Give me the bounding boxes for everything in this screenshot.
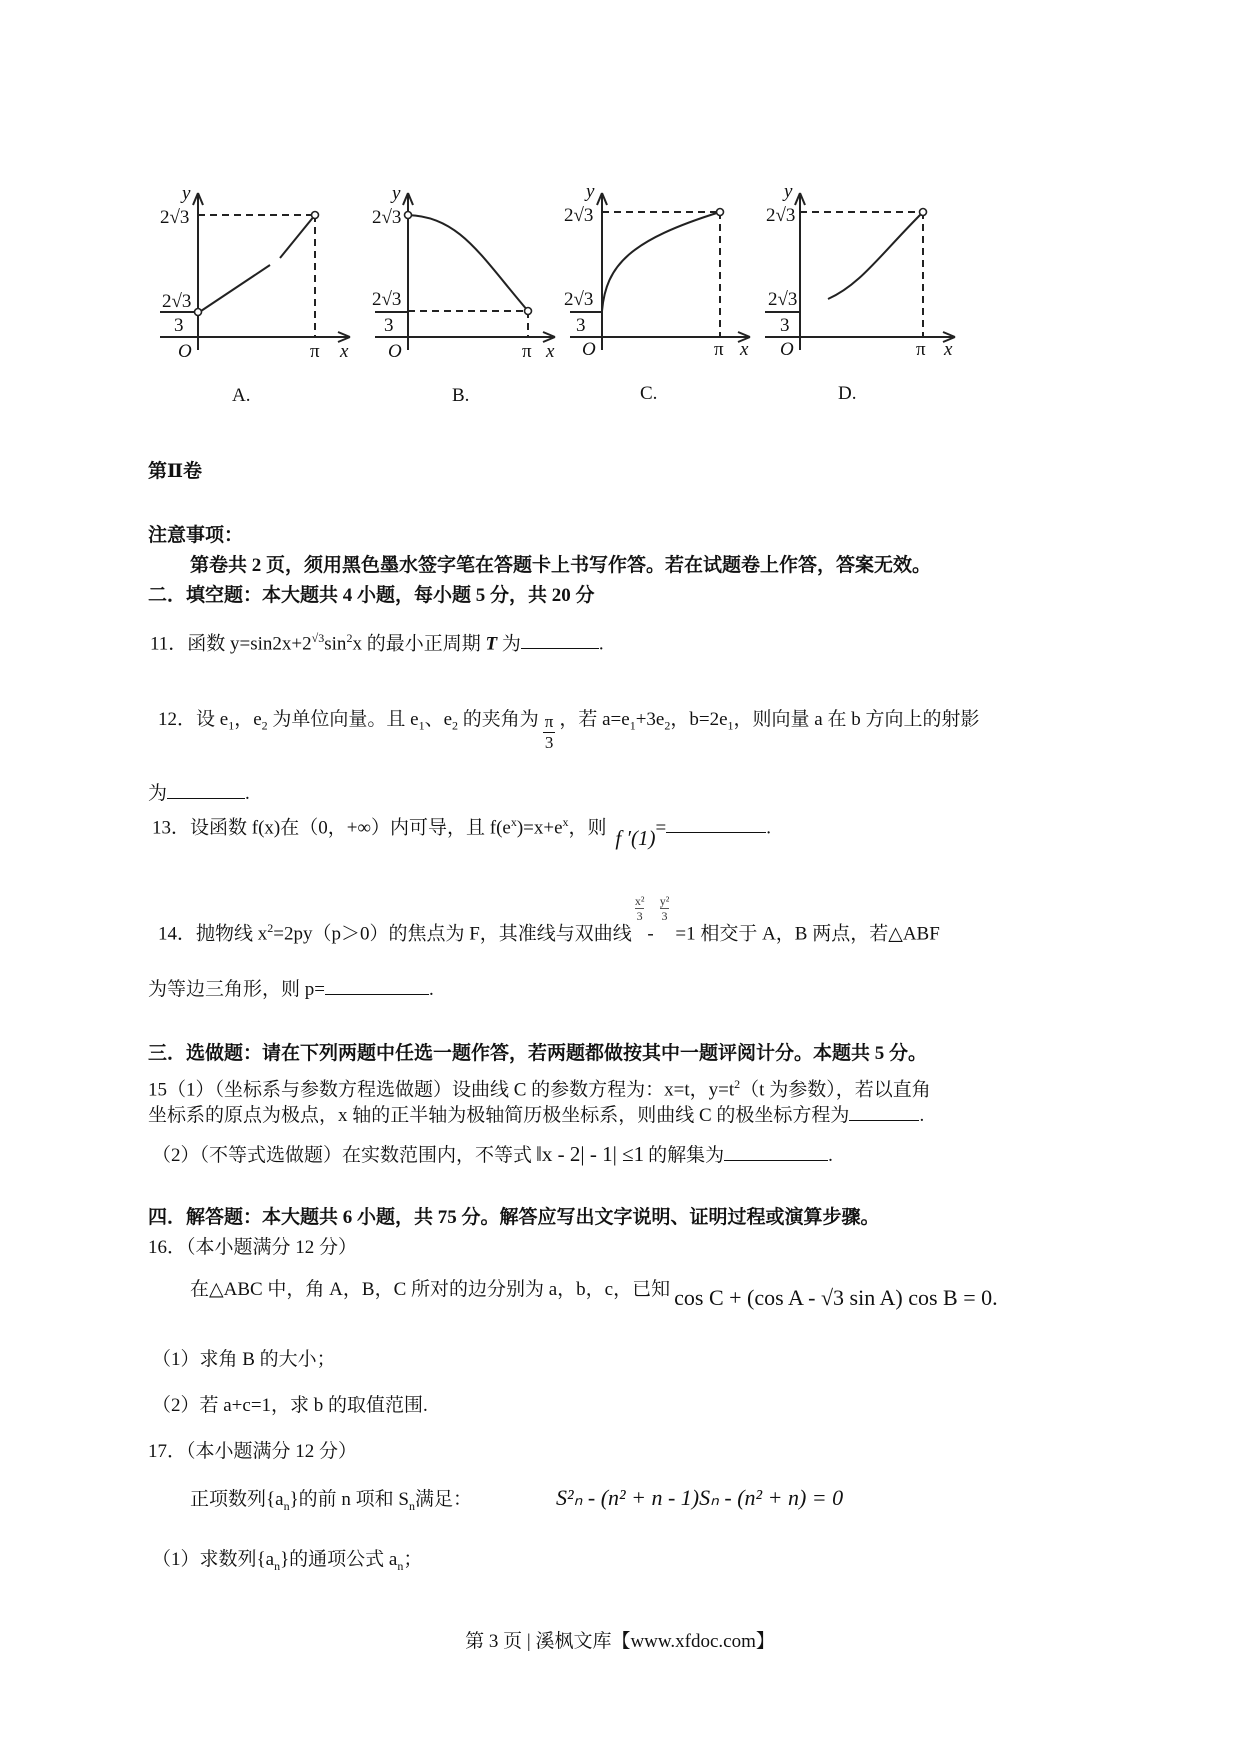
q12-s4: 2 [452,718,458,733]
question-11 [150,626,604,656]
graph-a-low-den: 3 [174,315,184,336]
q17-p1sub: n [274,1558,281,1573]
q12-t8: ，则向量 a 在 b 方向上的射影 [733,708,980,730]
q11-root: √3 [311,631,325,645]
q15-l3b: 的解集为 [648,1145,725,1166]
q14-t0: 14．抛物线 x [158,923,268,945]
graph-b-low-den: 3 [384,315,394,336]
answer-option-graphs [160,185,1090,455]
q17-p1b: }的通项公式 a [280,1549,398,1570]
q12-frac-num: π [544,712,554,731]
q12-line2: 为 [148,783,168,804]
q14-t1: =2py（p＞0）的焦点为 F，其准线与双曲线 [273,923,632,945]
graph-d-origin: O [780,339,794,360]
q11-text: 11．函数 y=sin2x+2 [150,633,312,655]
question-12 [158,700,980,752]
graph-c-low-den: 3 [576,315,586,336]
q12-s2: 2 [261,718,268,733]
q11-answer-blank[interactable] [521,630,599,649]
graph-c-top-label: 2√3 [564,205,594,226]
q14-sup: 2 [267,921,274,935]
q17-formula: S²ₙ - (n² + n - 1)Sₙ - (n² + n) = 0 [556,1485,844,1510]
q13-sup2: x [562,815,569,829]
graphs-svg [160,185,1090,455]
option-c-label: C. [640,383,658,404]
q15-sup: 2 [734,1077,741,1091]
graph-d-top-label: 2√3 [766,205,796,226]
question-16-stem [190,1276,998,1310]
q12-t4: 的夹角为 [458,708,539,730]
q15-inequality: ‖x - 2| - 1| ≤1 [536,1142,645,1166]
q12-t3: 、e [424,708,452,730]
graph-b-y-label: y [392,185,401,204]
graph-a-pi: π [310,341,320,362]
q14-fy-num: y² [659,894,670,909]
q17-stem3: 满足： [415,1489,473,1510]
graph-a-top-label: 2√3 [160,207,190,228]
q13-derivative: f ′(1) [615,826,656,851]
q12-fraction [543,712,556,753]
q11-post: x 的最小正周期 [352,633,486,655]
graph-a-y-label: y [182,185,191,204]
q15-end: . [919,1105,925,1126]
graph-c-low-num: 2√3 [564,289,594,310]
q12-t1: ，e [234,708,262,730]
q14-fx-den: 3 [636,909,643,924]
q11-T: T [485,633,498,655]
graph-d-y-label: y [784,185,793,202]
q12-t5: ，若 a=e [559,708,630,730]
part3-header: 三．选做题：请在下列两题中任选一题作答，若两题都做按其中一题评阅计分。本题共 5 分。 [148,1043,928,1064]
q15-end2: . [828,1145,833,1166]
q13-t0: 13．设函数 f(x)在（0，+∞）内可导，且 f(e [152,817,511,839]
q14-minus: - [647,923,654,945]
question-15-1-line2 [148,1102,924,1128]
option-a-label: A. [232,385,251,406]
notice-title: 注意事项： [148,525,244,546]
q12-t7: ，b=2e [670,708,728,730]
part4-header: 四．解答题：本大题共 6 小题，共 75 分。解答应写出文字说明、证明过程或演算步骤。 [148,1207,880,1228]
graph-a-x-label: x [340,341,349,362]
q15-l1b: （t 为参数），若以直角 [740,1079,931,1101]
q16-stem: 在△ABC 中，角 A，B，C 所对的边分别为 a，b，c，已知 [190,1279,671,1300]
q16-part1: （1）求角 B 的大小； [152,1349,336,1370]
q13-end: . [766,817,771,839]
q17-p1c: ； [403,1549,423,1570]
graph-d-x-label: x [944,339,953,360]
section-title: 第Ⅱ卷 [148,461,203,482]
question-12-line2 [148,780,250,806]
q16-head: 16．（本小题满分 12 分） [148,1237,358,1258]
q14-frac-y [660,894,670,923]
q12-frac-den: 3 [544,733,554,752]
graph-c-y-label: y [586,185,595,202]
q14-line2: 为等边三角形，则 p= [148,979,325,1000]
graph-a-origin: O [178,341,192,362]
q12-t2: 为单位向量。且 e [267,708,419,730]
q12-s5: 1 [629,718,636,733]
graph-d-pi: π [916,339,926,360]
graph-d-low-den: 3 [780,315,790,336]
q17-sub1: n [283,1498,290,1513]
q11-sin: sin [324,633,347,655]
q12-s1: 1 [228,718,235,733]
q17-stem2: }的前 n 项和 S [289,1489,409,1510]
q14-fx-num: x² [634,894,645,909]
q13-answer-blank[interactable] [666,814,766,833]
q11-is: 为 [497,633,521,655]
q15-l3: （2）（不等式选做题）在实数范围内，不等式 [152,1145,533,1166]
q14-frac-x [635,894,645,923]
question-17-stem [190,1488,472,1518]
notice-text: 第卷共 2 页，须用黑色墨水签字笔在答题卡上书写作答。若在试题卷上作答，答案无效。 [190,555,932,576]
question-15-2 [152,1142,833,1168]
q15-2-answer-blank[interactable] [724,1142,828,1161]
question-13 [152,810,771,851]
q17-head: 17．（本小题满分 12 分） [148,1441,358,1462]
graph-a-low-num: 2√3 [162,291,192,312]
q12-s3: 1 [418,718,425,733]
q17-stem: 正项数列{a [190,1489,284,1510]
q17-sub2: n [409,1498,415,1513]
graph-c-pi: π [714,339,724,360]
graph-b-pi: π [522,341,532,362]
graph-d-low-num: 2√3 [768,289,798,310]
question-15-1 [148,1072,931,1102]
q15-l2: 坐标系的原点为极点，x 轴的正半轴为极轴简历极坐标系，则曲线 C 的极坐标方程为 [148,1105,850,1126]
q17-p1a: （1）求数列{a [152,1549,275,1570]
question-14-line2 [148,976,434,1002]
q14-end: . [428,979,434,1000]
q14-fy-den: 3 [661,909,668,924]
q17-p1sub2: n [397,1558,404,1573]
q13-sup1: x [510,815,517,829]
q17-part1 [152,1548,422,1578]
option-b-label: B. [452,385,470,406]
q16-part2: （2）若 a+c=1，求 b 的取值范围. [152,1395,428,1416]
option-d-label: D. [838,383,857,404]
q12-end: . [245,783,250,804]
q16-formula: cos C + (cos A - √3 sin A) cos B = 0. [674,1285,998,1310]
part2-header: 二．填空题：本大题共 4 小题，每小题 5 分，共 20 分 [148,585,595,606]
q14-t2: =1 相交于 A，B 两点，若△ABF [675,923,940,945]
q13-mid: )=x+e [516,817,563,839]
q15-1-answer-blank[interactable] [849,1102,919,1121]
q11-sup: 2 [346,631,353,645]
q13-eq: = [655,817,667,839]
q12-s7: 1 [727,718,734,733]
q15-l1: 15（1）（坐标系与参数方程选做题）设曲线 C 的参数方程为：x=t，y=t [148,1079,735,1101]
q11-end: . [598,633,604,655]
q12-answer-blank[interactable] [167,780,245,799]
graph-b-origin: O [388,341,402,362]
q12-t0: 12．设 e [158,708,229,730]
graph-c-x-label: x [740,339,749,360]
graph-c-origin: O [582,339,596,360]
q12-s6: 2 [664,718,671,733]
question-14 [158,894,940,949]
graph-b-low-num: 2√3 [372,289,402,310]
graph-b-top-label: 2√3 [372,207,402,228]
q14-answer-blank[interactable] [325,976,429,995]
q12-t6: +3e [635,708,665,730]
q13-post: ，则 [568,817,607,839]
graph-b-x-label: x [546,341,555,362]
page-footer: 第 3 页 | 溪枫文库【www.xfdoc.com】 [465,1631,775,1652]
